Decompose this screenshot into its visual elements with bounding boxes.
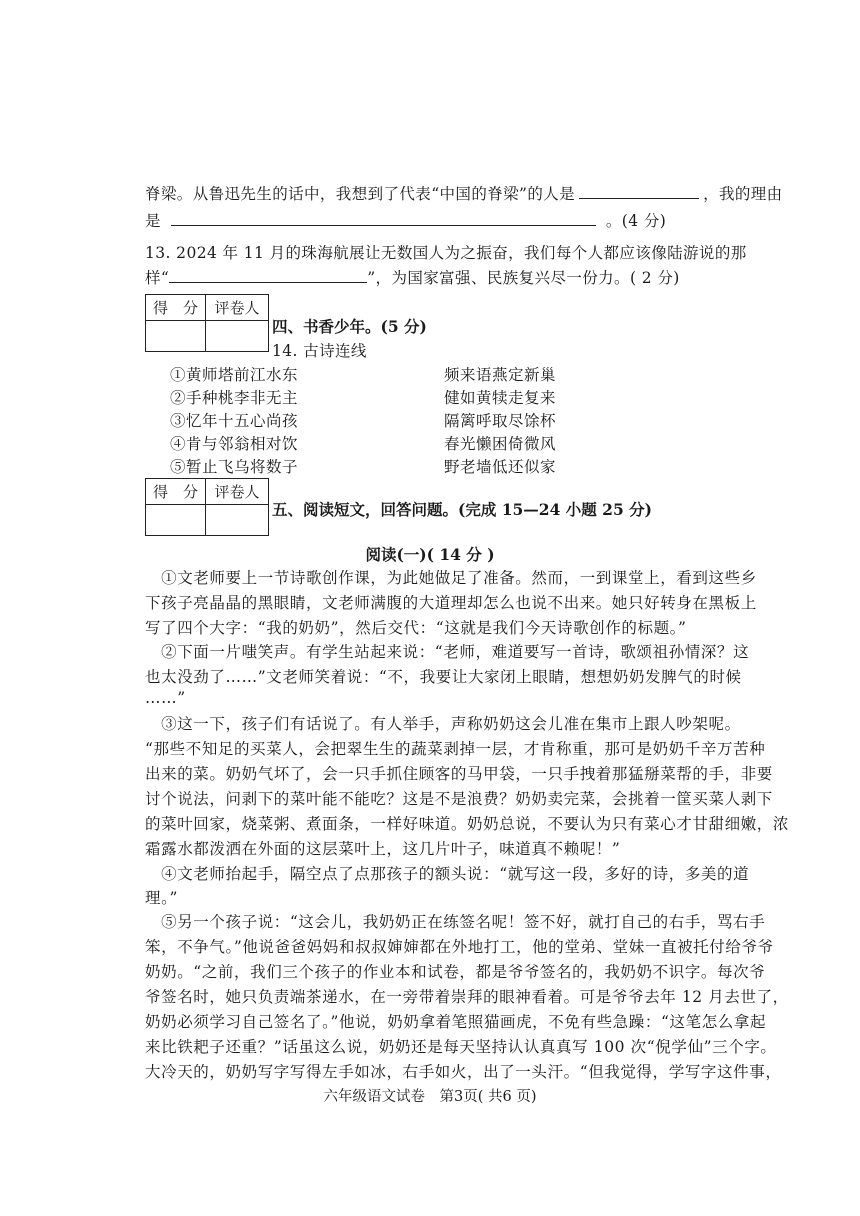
page-footer: 六年级语文试卷 第3页( 共6 页) <box>323 1089 537 1105</box>
passage-line: 奶奶。“之前，我们三个孩子的作业本和试卷，都是爷爷签名的，我奶奶不识字。每次爷 <box>145 963 766 981</box>
q13-line-1 <box>145 241 747 263</box>
q12-line-2 <box>145 209 666 231</box>
poem-left-4: ④肯与邻翁相对饮 <box>170 435 299 453</box>
section-5-title: 五、阅读短文，回答问题。(完成 15—24 小题 25 分) <box>272 500 652 519</box>
passage-line: 大冷天的，奶奶写字写得左手如冰，右手如火，出了一头汗。“但我觉得，学写字这件事， <box>145 1063 782 1081</box>
poem-right-4: 春光懒困倚微风 <box>444 435 557 453</box>
score-box-cell-grader[interactable] <box>206 321 268 351</box>
passage-line: 霜露水都泼洒在外面的这层菜叶上，这几片叶子，味道真不赖呢！” <box>145 840 621 858</box>
passage-line: 的菜叶回家，烧菜粥、煮面条，一样好味道。奶奶总说，不要认为只有菜心才甘甜细嫩，浓 <box>145 815 790 833</box>
passage-line: ①文老师要上一节诗歌创作课，为此她做足了准备。然而，一到课堂上，看到这些乡 <box>145 569 757 587</box>
score-box-header-score: 得 分 <box>146 295 206 321</box>
poem-left-2: ②手种桃李非无主 <box>170 389 299 407</box>
score-box-cell-grader[interactable] <box>206 505 268 535</box>
score-box-cell-score[interactable] <box>146 321 206 351</box>
question-14-title: 14. 古诗连线 <box>272 342 367 360</box>
score-box-section-5 <box>145 478 269 536</box>
passage-line: ④文老师抬起手，隔空点了点那孩子的额头说：“就写这一段，多好的诗，多美的道 <box>145 865 750 883</box>
passage-line: 理。” <box>145 889 178 907</box>
poem-left-3: ③忆年十五心尚孩 <box>170 412 299 430</box>
score-box-section-4 <box>145 294 269 352</box>
poem-right-5: 野老墙低还似家 <box>444 458 557 476</box>
q12-text-c: 是 <box>145 212 161 230</box>
passage-line: ②下面一片嗤笑声。有学生站起来说：“老师，难道要写一首诗，歌颂祖孙情深？这 <box>145 643 750 661</box>
q13-line-2 <box>145 266 680 288</box>
answer-blank-quote[interactable] <box>169 268 367 283</box>
q13-text-c: ”，为国家富强、民族复兴尽一份力。( 2 分) <box>367 269 680 287</box>
passage-line: 出来的菜。奶奶气坏了，会一只手抓住顾客的马甲袋，一只手拽着那猛掰菜帮的手，非要 <box>145 765 773 783</box>
poem-right-1: 频来语燕定新巢 <box>444 366 557 384</box>
passage-line: ……” <box>145 689 186 707</box>
q12-line-1 <box>145 182 783 204</box>
q13-text-b: 样“ <box>145 269 170 287</box>
answer-blank-reason[interactable] <box>171 211 596 226</box>
score-box-header-grader: 评卷人 <box>206 295 268 321</box>
q12-text-a: 脊梁。从鲁迅先生的话中，我想到了代表“中国的脊梁”的人是 <box>145 185 576 203</box>
passage-line: “那些不知足的买菜人，会把翠生生的蔬菜剥掉一层，才肯称重，那可是奶奶千辛万苦种 <box>145 740 766 758</box>
passage-line: 爷签名时，她只负责端茶递水，在一旁带着崇拜的眼神看着。可是爷爷去年 12 月去世了， <box>145 988 789 1006</box>
score-box-header-grader: 评卷人 <box>206 479 268 505</box>
poem-right-3: 隔篱呼取尽馀杯 <box>444 412 557 430</box>
passage-line: 笨，不争气。”他说爸爸妈妈和叔叔婶婶都在外地打工，他的堂弟、堂妹一直被托付给爷爷 <box>145 938 774 956</box>
passage-line: ⑤另一个孩子说：“这会儿，我奶奶正在练签名呢！签不好，就打自己的右手，骂右手 <box>145 913 766 931</box>
passage-line: 讨个说法，问剥下的菜叶能不能吃？这是不是浪费？奶奶卖完菜，会挑着一筐买菜人剥下 <box>145 790 773 808</box>
score-box-header-score: 得 分 <box>146 479 206 505</box>
section-4-title: 四、书香少年。(5 分) <box>272 317 427 336</box>
poem-right-2: 健如黄犊走复来 <box>444 389 557 407</box>
poem-left-5: ⑤暂止飞乌将数子 <box>170 458 299 476</box>
poem-left-1: ①黄师塔前江水东 <box>170 366 299 384</box>
passage-line: 写了四个大字：“我的奶奶”，然后交代：“这就是我们今天诗歌创作的标题。” <box>145 619 687 637</box>
answer-blank-person[interactable] <box>579 184 699 199</box>
score-box-cell-score[interactable] <box>146 505 206 535</box>
reading-1-title: 阅读(一)( 14 分 ) <box>365 545 495 564</box>
q13-text-a: 13. 2024 年 11 月的珠海航展让无数国人为之振奋，我们每个人都应该像陆游说的那 <box>145 244 747 262</box>
passage-line: ③这一下，孩子们有话说了。有人举手，声称奶奶这会儿准在集市上跟人吵架呢。 <box>145 715 741 733</box>
passage-line: 来比铁耙子还重？”话虽这么说，奶奶还是每天坚持认认真真写 100 次“倪学仙”三个字。 <box>145 1038 777 1056</box>
passage-line: 奶奶必须学习自己签名了。”他说，奶奶拿着笔照猫画虎，不免有些急躁：“这笔怎么拿起 <box>145 1013 767 1031</box>
q12-text-b: ，我的理由 <box>703 185 783 203</box>
passage-line: 也太没劲了……”文老师笑着说：“不，我要让大家闭上眼睛，想想奶奶发脾气的时候 <box>145 668 742 686</box>
q12-score: 。(4 分) <box>605 212 667 230</box>
passage-line: 下孩子亮晶晶的黑眼睛，文老师满腹的大道理却怎么也说不出来。她只好转身在黑板上 <box>145 594 757 612</box>
